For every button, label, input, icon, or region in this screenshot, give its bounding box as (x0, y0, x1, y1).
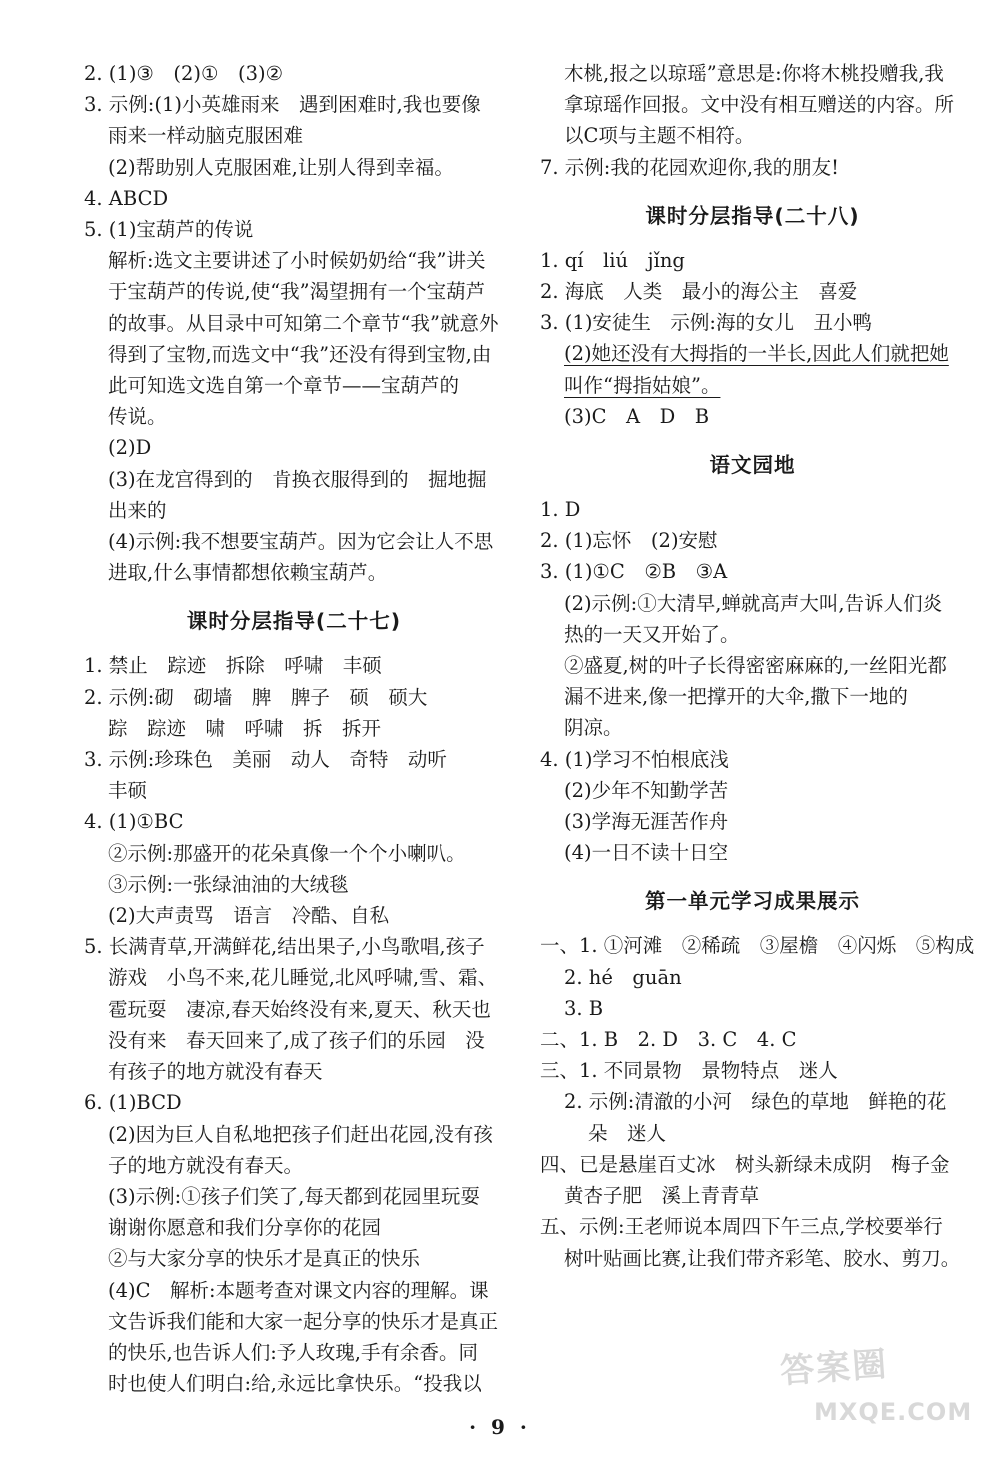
answer-line: 4. ABCD (84, 186, 169, 210)
analysis-line: 的快乐,也告诉人们:予人玫瑰,手有余香。同 (108, 1340, 478, 1364)
answer-line: (4)示例:我不想要宝葫芦。因为它会让人不思 (108, 530, 494, 554)
answer-line: 2. 示例:清澈的小河 绿色的草地 鲜艳的花 (564, 1090, 947, 1114)
watermark-logo-text: 答案圈 (778, 1344, 890, 1392)
answer-line: (3)学海无涯苦作舟 (564, 810, 729, 834)
answer-line: 2. 示例:砌 砌墙 脾 脾子 硕 硕大 (84, 685, 428, 709)
answer-line (540, 338, 965, 369)
answer-line: 3. (1)安徒生 示例:海的女儿 丑小鸭 (540, 311, 872, 335)
answer-line: 1. 禁止 踪迹 拆除 呼啸 丰硕 (84, 654, 382, 678)
analysis-line: 文告诉我们能和大家一起分享的快乐才是真正 (108, 1309, 499, 1333)
answer-line (540, 370, 965, 401)
answer-line: 1. D (540, 498, 581, 522)
answer-line: ②示例:那盛开的花朵真像一个个小喇叭。 (108, 841, 466, 865)
answer-line: 树叶贴画比赛,让我们带齐彩笔、胶水、剪刀。 (564, 1246, 961, 1270)
answer-line: 5. (1)宝葫芦的传说 (84, 218, 254, 242)
answer-line: (2)少年不知勤学苦 (564, 778, 729, 802)
answer-line: 出来的 (108, 498, 167, 522)
answer-line: 1. qí liú jǐng (540, 248, 685, 272)
answer-line: 雹玩耍 凄凉,春天始终没有来,夏天、秋天也 (108, 997, 491, 1021)
answer-line: 阴凉。 (564, 716, 623, 740)
answer-line: 子的地方就没有春天。 (108, 1153, 304, 1177)
answer-line: ③示例:一张绿油油的大绒毯 (108, 872, 349, 896)
answer-line: 黄杏子肥 溪上青青草 (564, 1184, 760, 1208)
analysis-line: 此可知选文选自第一个章节——宝葫芦的 (108, 374, 460, 398)
answer-line: 6. (1)BCD (84, 1091, 182, 1115)
answer-line: (3)C A D B (564, 404, 710, 428)
answer-line: 3. (1)①C ②B ③A (540, 560, 728, 584)
answer-line: (2)因为巨人自私地把孩子们赶出花园,没有孩 (108, 1122, 493, 1146)
answer-line: 三、1. 不同景物 景物特点 迷人 (540, 1059, 838, 1083)
answer-line: 踪 踪迹 啸 呼啸 拆 拆开 (108, 716, 382, 740)
answer-line: 游戏 小鸟不来,花儿睡觉,北风呼啸,雪、霜、 (108, 966, 498, 990)
answer-line: 4. (1)①BC (84, 810, 184, 834)
answer-line: 3. 示例:(1)小英雄雨来 遇到困难时,我也要像 (84, 93, 481, 117)
analysis-line: 拿琼瑶作回报。文中没有相互赠送的内容。所 (564, 93, 955, 117)
answer-line: 有孩子的地方就没有春天 (108, 1060, 323, 1084)
answer-line: 2. 海底 人类 最小的海公主 喜爱 (540, 280, 858, 304)
analysis-line: 于宝葫芦的传说,使“我”渴望拥有一个宝葫芦 (108, 280, 486, 304)
right-column (540, 58, 975, 1274)
answer-line: 没有来 春天回来了,成了孩子们的乐园 没 (108, 1028, 485, 1052)
underlined-answer: 叫作“拇指姑娘”。 (564, 373, 721, 397)
analysis-line: 的故事。从目录中可知第二个章节“我”就意外 (108, 311, 499, 335)
answer-line: (3)在龙宫得到的 肯换衣服得到的 掘地掘 (108, 467, 487, 491)
answer-line: 雨来一样动脑克服困难 (108, 124, 304, 148)
answer-line: 朵 迷人 (588, 1121, 667, 1145)
answer-line: (2)示例:①大清早,蝉就高声大叫,告诉人们炎 (564, 591, 943, 615)
answer-line: (2)大声责骂 语言 冷酷、自私 (108, 904, 390, 928)
answer-line: (2)帮助别人克服困难,让别人得到幸福。 (108, 155, 454, 179)
answer-line: (4)一日不读十日空 (564, 841, 729, 865)
answer-line: ②与大家分享的快乐才是真正的快乐 (108, 1247, 421, 1271)
section-heading: 语文园地 (709, 453, 796, 478)
answer-line: 7. 示例:我的花园欢迎你,我的朋友! (540, 155, 839, 179)
underlined-answer: (2)她还没有大拇指的一半长,因此人们就把她 (564, 342, 949, 366)
analysis-line: 解析:选文主要讲述了小时候奶奶给“我”讲关 (108, 249, 486, 273)
section-heading: 第一单元学习成果展示 (645, 889, 860, 914)
analysis-line: 时也使人们明白:给,永远比拿快乐。“投我以 (108, 1372, 482, 1396)
answer-line: 3. B (564, 996, 604, 1020)
answer-line: 进取,什么事情都想依赖宝葫芦。 (108, 561, 388, 585)
answer-line: 谢谢你愿意和我们分享你的花园 (108, 1216, 382, 1240)
answer-line: 热的一天又开始了。 (564, 622, 740, 646)
answer-line: (2)D (108, 436, 152, 460)
answer-line: 2. (1)忘怀 (2)安慰 (540, 529, 718, 553)
answer-line: 2. (1)③ (2)① (3)② (84, 62, 284, 85)
answer-line: 5. 长满青草,开满鲜花,结出果子,小鸟歌唱,孩子 (84, 935, 485, 959)
left-column (84, 58, 504, 1399)
answer-line: 4. (1)学习不怕根底浅 (540, 747, 729, 771)
answer-line: 丰硕 (108, 779, 148, 803)
answer-line: (4)C 解析:本题考查对课文内容的理解。课 (108, 1278, 489, 1302)
answer-line: 漏不进来,像一把撑开的大伞,撒下一地的 (564, 685, 908, 709)
section-heading: 课时分层指导(二十八) (645, 203, 860, 228)
answer-line: 二、1. B 2. D 3. C 4. C (540, 1028, 797, 1052)
answer-line: (3)示例:①孩子们笑了,每天都到花园里玩耍 (108, 1184, 480, 1208)
answer-line: 五、示例:王老师说本周四下午三点,学校要举行 (540, 1215, 943, 1239)
answer-line: 2. hé guān (564, 965, 682, 989)
answer-line: 3. 示例:珍珠色 美丽 动人 奇特 动听 (84, 748, 447, 772)
analysis-line: 传说。 (108, 405, 167, 429)
answer-line: 四、已是悬崖百丈冰 树头新绿未成阴 梅子金 (540, 1152, 950, 1176)
answer-line: ②盛夏,树的叶子长得密密麻麻的,一丝阳光都 (564, 654, 947, 678)
analysis-line: 木桃,报之以琼瑶”意思是:你将木桃投赠我,我 (564, 62, 944, 85)
watermark-url: MXQE.COM (814, 1398, 973, 1426)
answer-line: 一、1. ①河滩 ②稀疏 ③屋檐 ④闪烁 ⑤构成 (540, 934, 975, 958)
page-number: · 9 · (469, 1415, 531, 1439)
analysis-line: 得到了宝物,而选文中“我”还没有得到宝物,由 (108, 342, 492, 366)
section-heading: 课时分层指导(二十七) (186, 609, 402, 634)
analysis-line: 以C项与主题不相符。 (564, 124, 755, 148)
